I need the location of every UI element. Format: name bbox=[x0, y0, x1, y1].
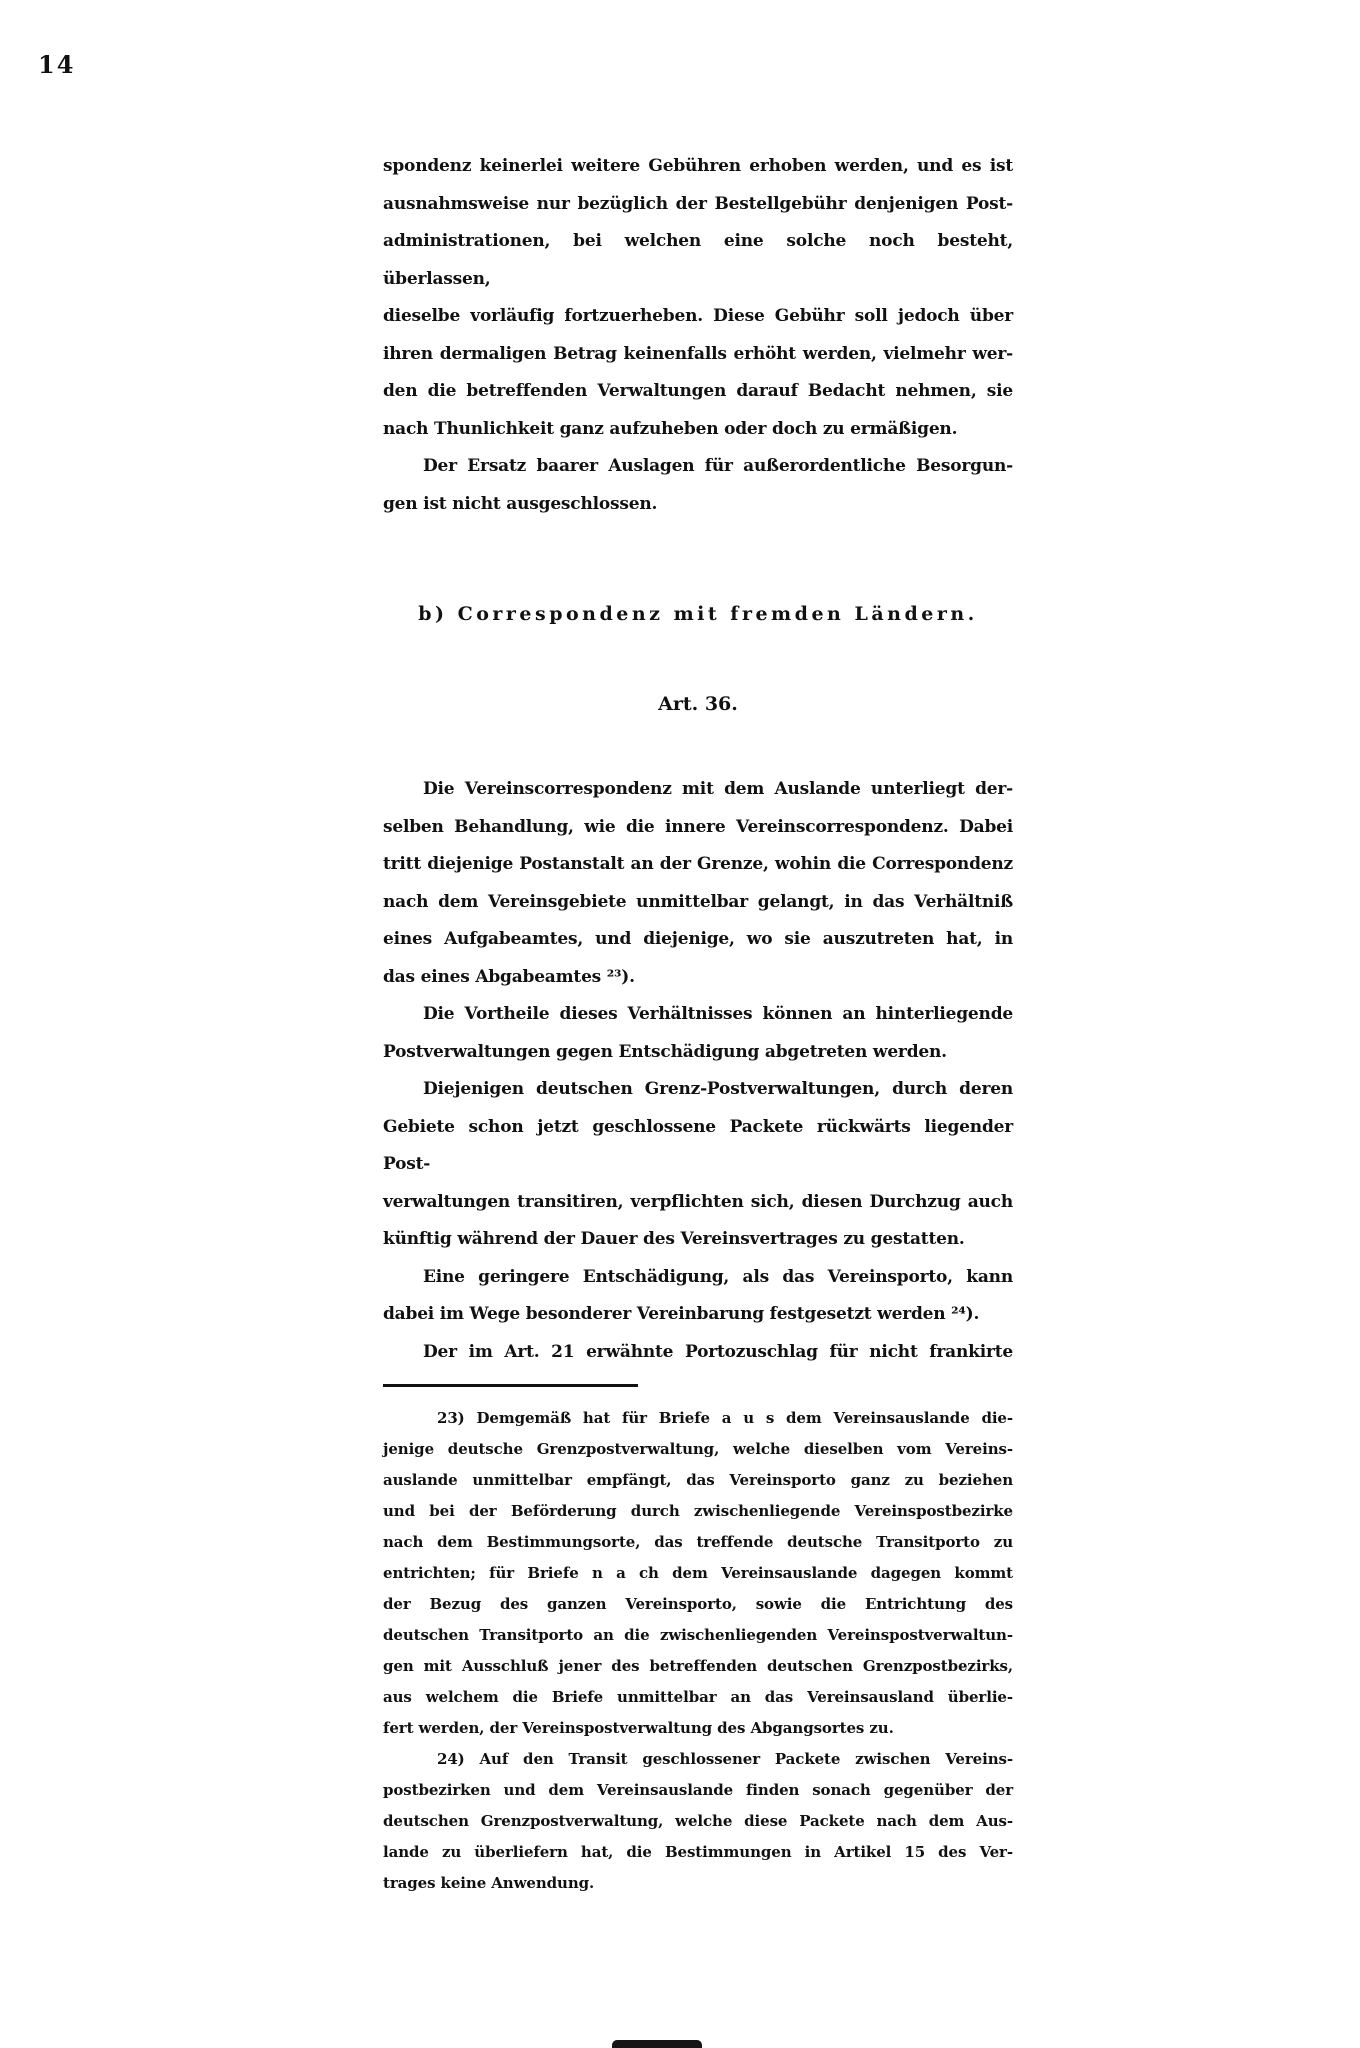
text-line: postbezirken und dem Vereinsauslande finden sonach gegenüber der bbox=[383, 1781, 1013, 1799]
text-line: nach dem Vereinsgebiete unmittelbar gelangt, in das Verhältniß bbox=[383, 891, 1013, 912]
text-line: den die betreffenden Verwaltungen darauf Bedacht nehmen, sie bbox=[383, 381, 1013, 401]
paragraph-art36-1 bbox=[383, 771, 1013, 996]
footnote-23 bbox=[383, 1403, 1013, 1744]
text-column bbox=[383, 148, 1013, 1899]
text-line: trages keine Anwendung. bbox=[383, 1874, 595, 1892]
text-line: dabei im Wege besonderer Vereinbarung festgesetzt werden ²⁴). bbox=[383, 1304, 980, 1324]
text-line: Der im Art. 21 erwähnte Portozuschlag für nicht frankirte bbox=[423, 1341, 1013, 1362]
text-line: der Bezug des ganzen Vereinsporto, sowie die Entrichtung des bbox=[383, 1595, 1013, 1613]
text-line: Die Vortheile dieses Verhältnisses können an hinterliegende bbox=[423, 1004, 1013, 1024]
text-line: entrichten; für Briefe n a ch dem Vereinsauslande dagegen kommt bbox=[383, 1564, 1013, 1582]
text-line: 24) Auf den Transit geschlossener Packete zwischen Vereins- bbox=[437, 1750, 1013, 1768]
text-line: Diejenigen deutschen Grenz-Postverwaltungen, durch deren bbox=[423, 1079, 1013, 1099]
text-line: jenige deutsche Grenzpostverwaltung, welche dieselben vom Vereins- bbox=[383, 1440, 1013, 1458]
section-heading: b) Correspondenz mit fremden Ländern. bbox=[418, 603, 978, 625]
paragraph-art36-2 bbox=[383, 996, 1013, 1071]
text-line: dieselbe vorläufig fortzuerheben. Diese Gebühr soll jedoch über bbox=[383, 306, 1013, 326]
paragraph-ersatz bbox=[383, 448, 1013, 523]
text-line: gen ist nicht ausgeschlossen. bbox=[383, 493, 658, 514]
text-line: gen mit Ausschluß jener des betreffenden deutschen Grenzpostbezirks, bbox=[383, 1657, 1013, 1675]
text-line: deutschen Transitporto an die zwischenliegenden Vereinspostverwaltun- bbox=[383, 1626, 1013, 1644]
text-line: 23) Demgemäß hat für Briefe a u s dem Vereinsauslande die- bbox=[437, 1409, 1013, 1427]
text-line: Die Vereinscorrespondenz mit dem Auslande unterliegt der- bbox=[423, 779, 1013, 799]
text-line: ihren dermaligen Betrag keinenfalls erhöht werden, vielmehr wer- bbox=[383, 343, 1013, 364]
paragraph-art36-3 bbox=[383, 1071, 1013, 1259]
text-line: administrationen, bei welchen eine solche noch besteht, überlassen, bbox=[383, 231, 1013, 289]
text-line: tritt diejenige Postanstalt an der Grenze, wohin die Correspondenz bbox=[383, 854, 1013, 874]
text-line: ausnahmsweise nur bezüglich der Bestellgebühr denjenigen Post- bbox=[383, 193, 1013, 214]
scan-edge-artifact bbox=[612, 2040, 702, 2048]
text-line: Der Ersatz baarer Auslagen für außerordentliche Besorgun- bbox=[423, 456, 1013, 476]
paragraph-art36-4 bbox=[383, 1259, 1013, 1334]
article-heading: Art. 36. bbox=[658, 693, 738, 715]
text-line: nach Thunlichkeit ganz aufzuheben oder doch zu ermäßigen. bbox=[383, 418, 958, 439]
text-line: Gebiete schon jetzt geschlossene Packete rückwärts liegender Post- bbox=[383, 1116, 1013, 1174]
text-line: selben Behandlung, wie die innere Vereinscorrespondenz. Dabei bbox=[383, 816, 1013, 837]
text-line: auslande unmittelbar empfängt, das Vereinsporto ganz zu beziehen bbox=[383, 1471, 1013, 1489]
page-number: 14 bbox=[38, 50, 76, 79]
text-line: das eines Abgabeamtes ²³). bbox=[383, 966, 635, 987]
text-line: Postverwaltungen gegen Entschädigung abgetreten werden. bbox=[383, 1041, 947, 1062]
text-line: aus welchem die Briefe unmittelbar an das Vereinsausland überlie- bbox=[383, 1688, 1013, 1706]
paragraph-art36-5 bbox=[383, 1334, 1013, 1372]
footnote-separator-rule bbox=[383, 1384, 638, 1387]
text-line: nach dem Bestimmungsorte, das treffende deutsche Transitporto zu bbox=[383, 1533, 1013, 1551]
text-line: fert werden, der Vereinspostverwaltung des Abgangsortes zu. bbox=[383, 1719, 894, 1737]
text-line: eines Aufgabeamtes, und diejenige, wo sie auszutreten hat, in bbox=[383, 929, 1013, 949]
text-line: spondenz keinerlei weitere Gebühren erhoben werden, und es ist bbox=[383, 156, 1013, 176]
text-line: Eine geringere Entschädigung, als das Vereinsporto, kann bbox=[423, 1266, 1013, 1287]
text-line: verwaltungen transitiren, verpflichten sich, diesen Durchzug auch bbox=[383, 1191, 1013, 1212]
text-line: deutschen Grenzpostverwaltung, welche diese Packete nach dem Aus- bbox=[383, 1812, 1013, 1830]
text-line: lande zu überliefern hat, die Bestimmungen in Artikel 15 des Ver- bbox=[383, 1843, 1013, 1861]
text-line: künftig während der Dauer des Vereinsvertrages zu gestatten. bbox=[383, 1229, 965, 1249]
footnote-24 bbox=[383, 1744, 1013, 1899]
text-line: und bei der Beförderung durch zwischenliegende Vereinspostbezirke bbox=[383, 1502, 1013, 1520]
paragraph-continuation bbox=[383, 148, 1013, 448]
